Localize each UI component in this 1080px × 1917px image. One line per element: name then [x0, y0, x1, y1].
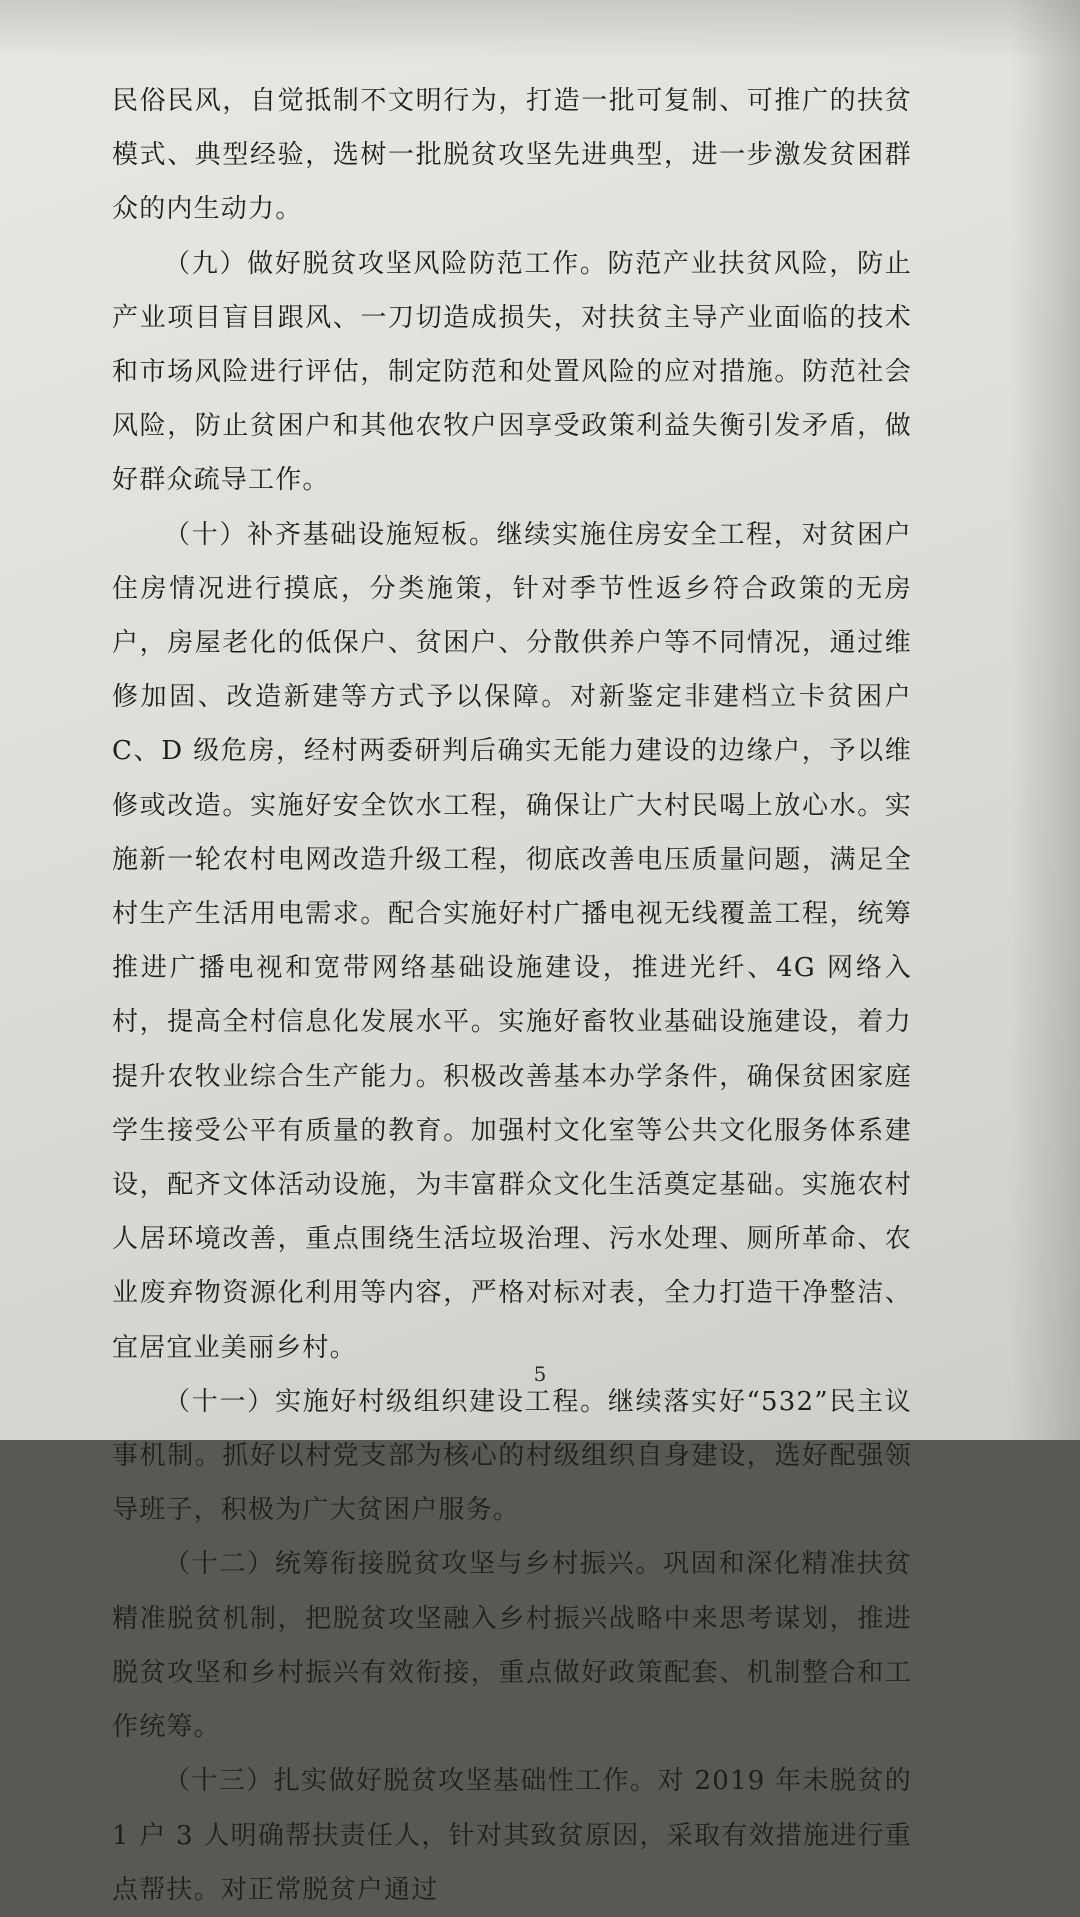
paragraph-10-infrastructure: （十）补齐基础设施短板。继续实施住房安全工程，对贫困户住房情况进行摸底，分类施策，针对季节性返乡符合政策的无房户，房屋老化的低保户、贫困户、分散供养户等不同情况，通过维修加固、改造新建等方式予以保障。对新鉴定非建档立卡贫困户 C、D 级危房，经村两委研判后确实无能力建设的边缘户，予以维修或改造。实施好安全饮水工程，确保让广大村民喝上放心水。实施新一轮农村电网改造升级工程，彻底改善电压质量问题，满足全村生产生活用电需求。配合实施好村广播电视无线覆盖工程，统筹推进广播电视和宽带网络基础设施建设，推进光纤、4G 网络入村，提高全村信息化发展水平。实施好畜牧业基础设施建设，着力提升农牧业综合生产能力。积极改善基本办学条件，确保贫困家庭学生接受公平有质量的教育。加强村文化室等公共文化服务体系建设，配齐文体活动设施，为丰富群众文化生活奠定基础。实施农村人居环境改善，重点围绕生活垃圾治理、污水处理、厕所革命、农业废弃物资源化利用等内容，严格对标对表，全力打造干净整洁、宜居宜业美丽乡村。	[112, 519, 912, 1363]
page-shadow-right	[1010, 0, 1080, 1440]
document-body	[112, 74, 912, 1917]
page-number: 5	[533, 1362, 547, 1386]
paragraph-11-village-organization: （十一）实施好村级组织建设工程。继续落实好“532”民主议事机制。抓好以村党支部为核心的村级组织自身建设，选好配强领导班子，积极为广大贫困户服务。	[112, 1386, 912, 1526]
paragraph-9-risk-prevention: （九）做好脱贫攻坚风险防范工作。防范产业扶贫风险，防止产业项目盲目跟风、一刀切造成损失，对扶贫主导产业面临的技术和市场风险进行评估，制定防范和处置风险的应对措施。防范社会风险，防止贫困户和其他农牧户因享受政策利益失衡引发矛盾，做好群众疏导工作。	[112, 248, 912, 496]
paragraph-13-foundational-work: （十三）扎实做好脱贫攻坚基础性工作。对 2019 年未脱贫的 1 户 3 人明确帮扶责任人，针对其致贫原因，采取有效措施进行重点帮扶。对正常脱贫户通过	[112, 1766, 912, 1905]
page-shadow-top	[0, 0, 1080, 60]
paragraph-continued: 民俗民风，自觉抵制不文明行为，打造一批可复制、可推广的扶贫模式、典型经验，选树一批脱贫攻坚先进典型，进一步激发贫困群众的内生动力。	[112, 86, 912, 225]
paragraph-12-rural-revitalization: （十二）统筹衔接脱贫攻坚与乡村振兴。巩固和深化精准扶贫精准脱贫机制，把脱贫攻坚融入乡村振兴战略中来思考谋划，推进脱贫攻坚和乡村振兴有效衔接，重点做好政策配套、机制整合和工作统筹。	[112, 1549, 912, 1743]
